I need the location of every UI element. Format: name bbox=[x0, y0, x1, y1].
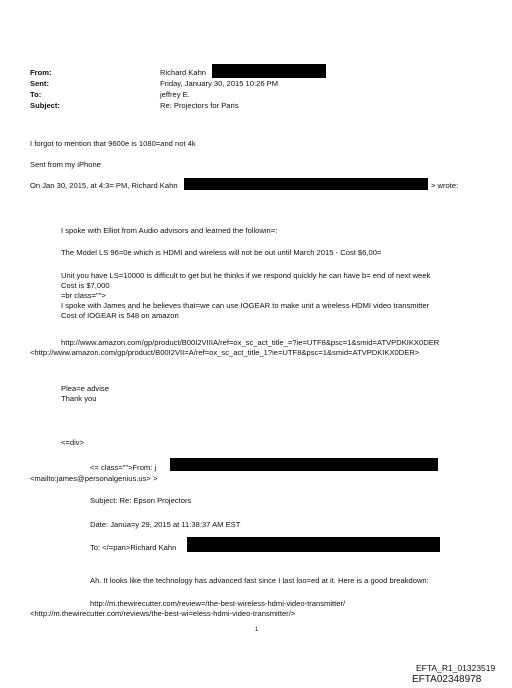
wirecutter-url: http://m.thewirecutter.com/review=/the-best-wireless-hdmi-video-transmitter/ bbox=[90, 599, 346, 608]
body-line-2: Sent from my iPhone bbox=[30, 160, 101, 169]
sent-label: Sent: bbox=[30, 79, 49, 88]
quote-line-5: =br class=""> bbox=[61, 291, 106, 300]
from-value: Richard Kahn bbox=[160, 68, 207, 77]
nested-body: Ah. It looks like the technology has advanced fast since I last loo=ed at it. Here is a good breakdown: bbox=[90, 576, 429, 585]
nested-subject: Subject: Re: Epson Projectors bbox=[90, 496, 192, 505]
quote-line-4: Cost is $7,000 bbox=[61, 281, 110, 290]
from-label: From: bbox=[30, 68, 52, 77]
subject-label: Subject: bbox=[30, 101, 60, 110]
quote-line-1: I spoke with Elliot from Audio advisors and learned the followin=: bbox=[61, 226, 278, 235]
bates-id-2: EFTA02348978 bbox=[412, 674, 482, 685]
quote-line-7: Cost of IOGEAR is 548 on amazon bbox=[61, 311, 179, 320]
to-label: To: bbox=[30, 90, 42, 99]
body-line-1: I forgot to mention that 9600e is 1080=and not 4k bbox=[30, 139, 196, 148]
to-value: jeffrey E. bbox=[160, 90, 190, 99]
nested-mailto: <mailto:james@personalgenius.us> > bbox=[30, 474, 158, 483]
quote-intro: On Jan 30, 2015, at 4:3= PM, Richard Kahn bbox=[30, 181, 178, 190]
div-marker: <=div> bbox=[61, 438, 85, 447]
nested-from: <= class="">From: j bbox=[90, 463, 157, 472]
sent-value: Friday, January 30, 2015 10:26 PM bbox=[160, 79, 279, 88]
quote-line-6: I spoke with James and he believes that=we can use IOGEAR to make unit a wireless HDMI video transmitter bbox=[61, 301, 430, 310]
nested-to: To: </=pan>Richard Kahn bbox=[90, 543, 177, 552]
redaction-from bbox=[212, 64, 326, 78]
subject-value: Re: Projectors for Paris bbox=[160, 101, 239, 110]
redaction-to-2 bbox=[187, 537, 440, 552]
quote-line-3: Unit you have LS=10000 is difficult to get but he thinks if we respond quickly he can have b= end of next week bbox=[61, 271, 431, 280]
amazon-url: http://www.amazon.com/gp/product/B00I2VIIIA/ref=ox_sc_act_title_=?ie=UTF8&psc=1&smid=ATVPDKIKX0DER bbox=[61, 338, 440, 347]
bates-id-1: EFTA_R1_01323519 bbox=[416, 663, 496, 673]
quote-line-8: Plea=e advise bbox=[61, 384, 109, 393]
wirecutter-url-bracket: <http://m.thewirecutter.com/reviews/the-best-wi=eless-hdmi-video-transmitter/> bbox=[30, 609, 296, 618]
nested-date: Date: Janua=y 29, 2015 at 11:38:37 AM EST bbox=[90, 520, 241, 529]
redaction-email-1 bbox=[184, 178, 428, 190]
quote-line-9: Thank you bbox=[61, 394, 97, 403]
quote-intro-end: > wrote: bbox=[431, 181, 459, 190]
page-number: 1 bbox=[255, 627, 259, 633]
quote-line-2: The Model LS 96=0e which is HDMI and wireless will not be out until March 2015 - Cost $6,00= bbox=[61, 248, 382, 257]
redaction-from-2 bbox=[170, 458, 438, 471]
amazon-url-bracket: <http://www.amazon.com/gp/product/B00I2VII=A/ref=ox_sc_act_title_1?ie=UTF8&psc=1&smid=ATVPDKIKX0DER> bbox=[30, 348, 420, 357]
